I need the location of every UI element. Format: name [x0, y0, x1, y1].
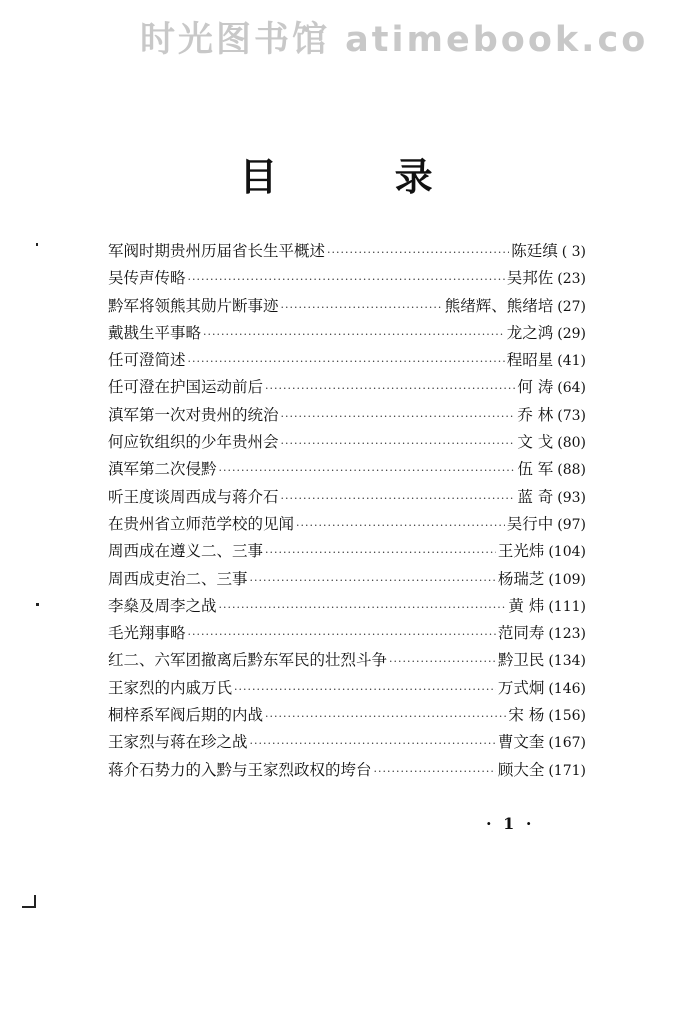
toc-leader-dots [281, 485, 516, 512]
toc-entry-page: (167) [548, 735, 586, 752]
toc-entry-title: 周西成吏治二、三事 [108, 569, 248, 588]
toc-entry [108, 484, 586, 511]
toc-leader-dots [203, 321, 505, 348]
toc-leader-dots [281, 430, 516, 457]
toc-entry-title: 王家烈与蒋在珍之战 [108, 733, 248, 752]
toc-entry-page: (41) [557, 353, 586, 370]
page-title: 目 录 [239, 154, 485, 199]
toc-entry-title: 戴戡生平事略 [108, 323, 202, 342]
toc-leader-dots [265, 703, 506, 730]
toc-entry [108, 729, 586, 756]
toc-entry-page: (156) [548, 708, 586, 725]
toc-entry-title: 蒋介石势力的入黔与王家烈政权的垮台 [108, 760, 372, 779]
toc-entry [108, 757, 586, 784]
toc-entry-author: 陈廷缜 [511, 242, 558, 260]
toc-entry [108, 593, 586, 620]
toc-entry-author: 蓝 奇 [517, 487, 554, 506]
toc-leader-dots [327, 239, 509, 266]
toc-entry-page: (111) [548, 598, 586, 615]
toc-entry [108, 675, 586, 702]
toc-leader-dots [296, 512, 505, 539]
toc-entry-page: (171) [548, 762, 586, 779]
toc-entry [108, 538, 586, 565]
toc-entry [108, 429, 586, 456]
toc-entry-page: (109) [548, 571, 586, 588]
toc-entry [108, 402, 586, 429]
toc-entry-author: 伍 军 [517, 460, 554, 479]
toc-leader-dots [188, 621, 496, 648]
toc-entry-page: (146) [548, 680, 586, 697]
toc-entry-author: 吴邦佐 [506, 269, 554, 288]
toc-entry-title: 吴传声传略 [108, 269, 186, 288]
toc-entry-page: (104) [548, 544, 586, 561]
toc-entry-author: 顾大全 [497, 760, 545, 779]
toc-entry-title: 在贵州省立师范学校的见闻 [108, 514, 295, 533]
toc-entry-page: (88) [557, 462, 586, 479]
toc-entry-page: (73) [557, 407, 586, 424]
watermark: 时光图书馆 atimebook.co [140, 20, 649, 60]
toc-entry [108, 456, 586, 483]
toc-entry-title: 何应钦组织的少年贵州会 [108, 433, 279, 452]
toc-leader-dots [265, 375, 515, 402]
toc-entry-author: 何 涛 [517, 378, 554, 397]
toc-entry-page: (27) [557, 298, 586, 315]
toc-entry [108, 566, 586, 593]
toc-leader-dots [234, 676, 496, 703]
toc-entry [108, 620, 586, 647]
toc-leader-dots [281, 403, 516, 430]
toc-entry-author: 曹文奎 [497, 733, 545, 752]
toc-entry-title: 周西成在遵义二、三事 [108, 542, 264, 561]
toc-entry [108, 238, 586, 265]
toc-entry-author: 王光炜 [497, 542, 545, 561]
toc-entry-page: (123) [548, 626, 586, 643]
toc-entry-author: 万式炯 [497, 678, 545, 697]
toc-entry-page: (64) [557, 380, 586, 397]
toc-entry-title: 任可澄在护国运动前后 [108, 378, 264, 397]
toc-entry-title: 毛光翔事略 [108, 624, 186, 643]
toc-entry-author: 黔卫民 [497, 651, 545, 670]
scan-speck [36, 603, 39, 606]
toc-leader-dots [219, 594, 507, 621]
toc-entry-title: 王家烈的内戚万氏 [108, 678, 233, 697]
toc-entry-author: 程昭星 [506, 351, 554, 370]
toc-entry-title: 军阀时期贵州历届省长生平概述 [108, 242, 326, 260]
toc-entry-title: 滇军第一次对贵州的统治 [108, 405, 279, 424]
toc-entry-author: 文 戈 [517, 433, 554, 452]
toc-entry [108, 265, 586, 292]
page-number: · 1 · [486, 814, 535, 833]
scan-speck [36, 243, 38, 246]
toc-entry-page: (29) [557, 325, 586, 342]
toc-entry [108, 320, 586, 347]
toc-entry-title: 红二、六军团撤离后黔东军民的壮烈斗争 [108, 651, 388, 670]
toc-entry-page: (23) [557, 271, 586, 288]
toc-leader-dots [188, 348, 505, 375]
toc-entry-title: 听王度谈周西成与蒋介石 [108, 487, 279, 506]
toc-entry-page: (93) [557, 489, 586, 506]
toc-leader-dots [265, 539, 496, 566]
toc-entry-page: (80) [557, 435, 586, 452]
toc-entry-author: 乔 林 [517, 405, 554, 424]
toc-entry [108, 647, 586, 674]
toc-entry-page: (134) [548, 653, 586, 670]
toc-leader-dots [389, 648, 496, 675]
toc-entry-author: 黄 炜 [508, 596, 545, 615]
toc-entry-author: 杨瑞芝 [497, 569, 545, 588]
toc-entry-page: (97) [557, 516, 586, 533]
toc-leader-dots [219, 457, 516, 484]
toc-entry-author: 熊绪辉、熊绪培 [444, 296, 554, 315]
toc-entry-title: 桐梓系军阀后期的内战 [108, 706, 264, 725]
toc-entry [108, 374, 586, 401]
toc-entry-author: 宋 杨 [508, 706, 545, 725]
scan-speck [34, 895, 36, 907]
toc-entry-title: 黔军将领熊其勋片断事迹 [108, 296, 279, 315]
toc-entry-author: 龙之鸿 [506, 323, 554, 342]
toc-leader-dots [250, 730, 496, 757]
toc-entry-author: 吴行中 [506, 514, 554, 533]
toc-entry-page: ( 3) [561, 244, 586, 260]
toc-entry [108, 293, 586, 320]
toc-entry-author: 范同寿 [497, 624, 545, 643]
toc-leader-dots [250, 567, 496, 594]
toc-leader-dots [374, 758, 496, 785]
toc-entry-title: 李燊及周李之战 [108, 596, 217, 615]
table-of-contents [108, 238, 586, 784]
toc-entry [108, 511, 586, 538]
toc-leader-dots [281, 294, 443, 321]
toc-entry-title: 滇军第二次侵黔 [108, 460, 217, 479]
toc-entry [108, 702, 586, 729]
toc-entry [108, 347, 586, 374]
toc-leader-dots [188, 266, 505, 293]
toc-entry-title: 任可澄简述 [108, 351, 186, 370]
